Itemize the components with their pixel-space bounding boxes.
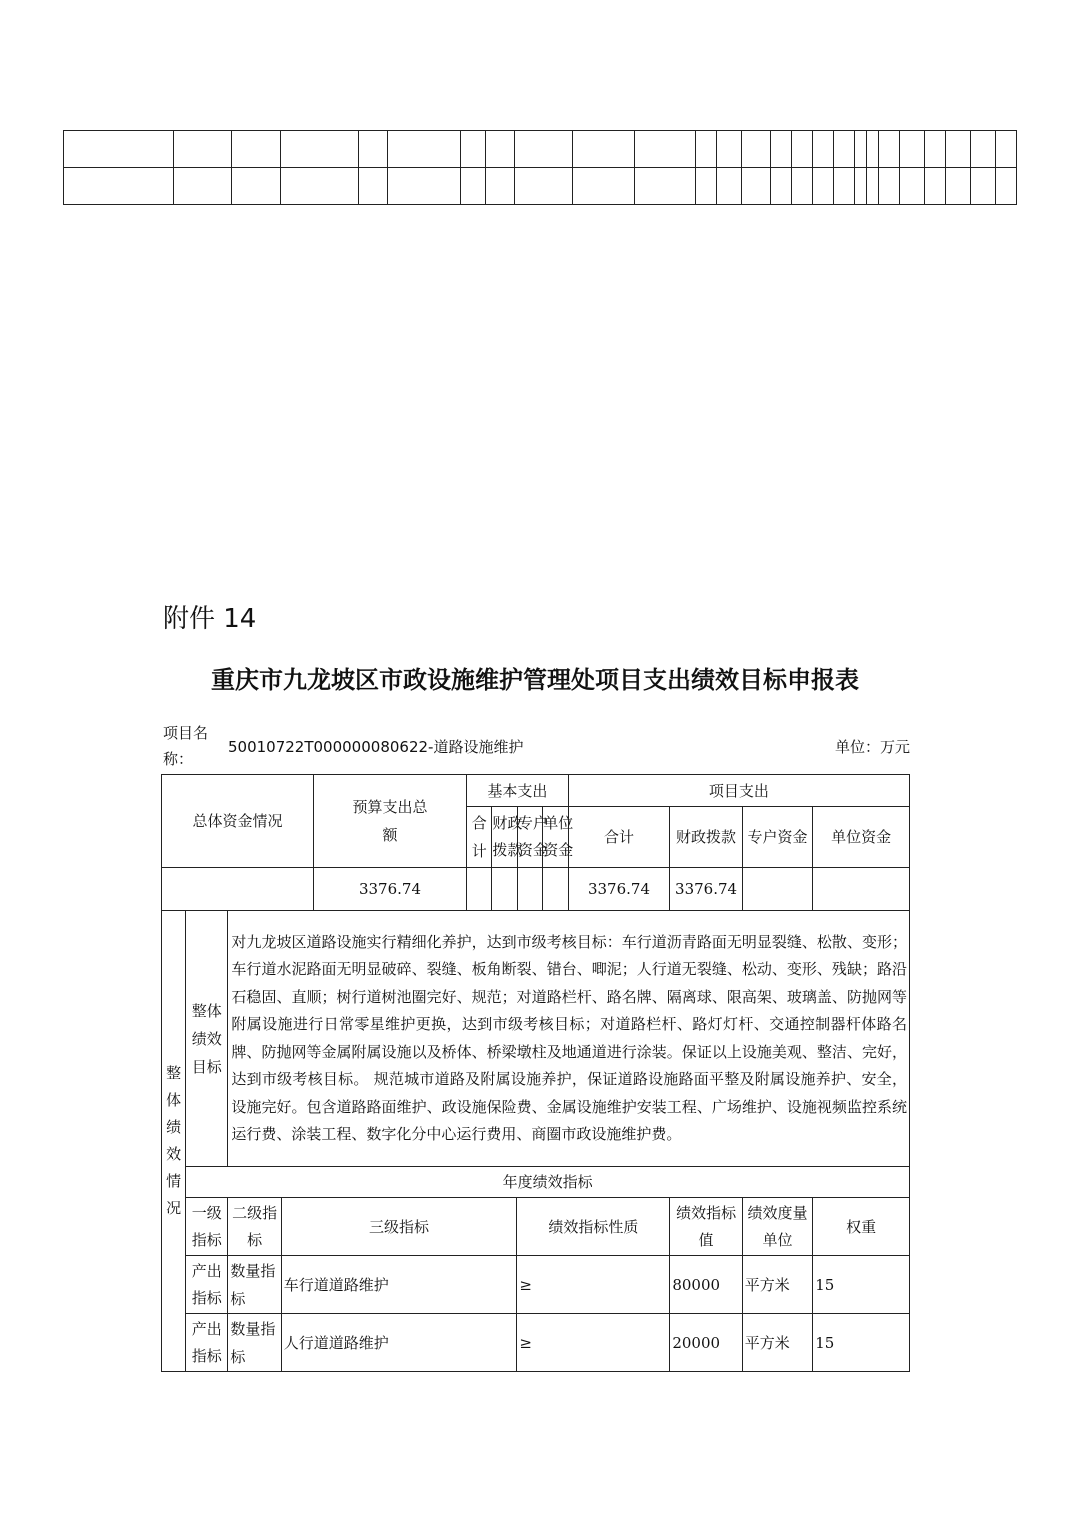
project-unit-header: 单位资金	[813, 807, 910, 868]
funds-section-label: 总体资金情况	[162, 775, 314, 868]
row-level2	[228, 1314, 281, 1372]
goal-text: 对九龙坡区道路设施实行精细化养护，达到市级考核目标：车行道沥青路面无明显裂缝、松散、变形；车行道水泥路面无明显破碎、裂缝、板角断裂、错台、唧泥；人行道无裂缝、松动、变形、残缺；路沿石稳固、直顺；树行道树池圈完好、规范；对道路栏杆、路名牌、隔离球、限高架、玻璃盖、防抛网等附属设施进行日常零星维护更换，达到市级考核目标；对道路栏杆、路灯灯杆、交通控制器杆体路名牌、防抛网等金属附属设施以及桥体、桥梁墩柱及地通道进行涂装。保证以上设施美观、整洁、完好，达到市级考核目标。 规范城市道路及附属设施养护，保证道路设施路面平整及附属设施养护、安全，设施完好。包含道路路面维护、政设施保险费、金属设施维护安装工程、广场维护、设施视频监控系统运行费、涂装工程、数字化分中心运行费用、商圈市政设施维护费。	[228, 911, 910, 1167]
basic-fiscal-header-text: 财政拨款	[492, 814, 523, 859]
performance-table	[161, 774, 910, 1372]
funds-values-blank	[162, 868, 314, 911]
row-level1-text: 产出指标	[191, 1319, 222, 1365]
row-value: 80000	[670, 1256, 742, 1314]
row-weight: 15	[813, 1314, 910, 1372]
level2-header-text: 二级指标	[232, 1203, 278, 1249]
row-level3: 人行道道路维护	[281, 1314, 517, 1372]
project-fiscal-header: 财政拨款	[670, 807, 742, 868]
row-level3: 车行道道路维护	[281, 1256, 517, 1314]
page-title: 重庆市九龙坡区市政设施维护管理处项目支出绩效目标申报表	[211, 666, 859, 694]
basic-special-header	[517, 807, 548, 867]
unit-label: 单位：万元	[834, 738, 910, 756]
basic-special-value	[517, 868, 542, 910]
row-level1-text: 产出指标	[191, 1261, 222, 1307]
row-value: 20000	[670, 1314, 742, 1372]
unit-header-text: 绩效度量单位	[747, 1203, 808, 1249]
unit-header	[742, 1198, 812, 1256]
row-nature: ≥	[517, 1256, 670, 1314]
table-row	[162, 1314, 910, 1372]
basic-fiscal-header	[492, 807, 523, 867]
annual-indicators-label: 年度绩效指标	[186, 1167, 910, 1198]
performance-section-label	[162, 911, 186, 1372]
row-nature: ≥	[517, 1314, 670, 1372]
row-level1	[186, 1256, 228, 1314]
nature-header: 绩效指标性质	[517, 1198, 670, 1256]
goal-label-text: 整体绩效目标	[191, 1001, 222, 1076]
level2-header	[228, 1198, 281, 1256]
level1-header	[186, 1198, 228, 1256]
basic-unit-value	[543, 868, 568, 910]
basic-special-header-text: 专户资金	[517, 814, 548, 859]
basic-values	[466, 868, 568, 911]
basic-unit-header	[543, 807, 574, 867]
project-special-value	[742, 868, 812, 911]
budget-total-header	[313, 775, 466, 868]
project-expense-header: 项目支出	[568, 775, 909, 807]
basic-unit-header-text: 单位资金	[543, 814, 574, 859]
row-weight: 15	[813, 1256, 910, 1314]
budget-total-header-text: 预算支出总额	[352, 798, 428, 844]
row-level1	[186, 1314, 228, 1372]
value-header-text: 绩效指标值	[676, 1203, 737, 1249]
value-header	[670, 1198, 742, 1256]
row-level2	[228, 1256, 281, 1314]
weight-header: 权重	[813, 1198, 910, 1256]
level1-header-text: 一级指标	[191, 1203, 222, 1249]
project-fiscal-value: 3376.74	[670, 868, 742, 911]
level3-header: 三级指标	[281, 1198, 517, 1256]
goal-label	[186, 911, 228, 1167]
project-total-value: 3376.74	[568, 868, 670, 911]
basic-subheaders	[466, 807, 574, 868]
row-level2-text: 数量指标	[230, 1319, 276, 1366]
row-unit: 平方米	[742, 1314, 812, 1372]
basic-expense-header: 基本支出	[466, 775, 568, 807]
project-total-header: 合计	[568, 807, 670, 868]
row-unit: 平方米	[742, 1256, 812, 1314]
budget-total-value: 3376.74	[313, 868, 466, 911]
project-unit-value	[813, 868, 910, 911]
project-name-label: 项目名称：	[163, 724, 209, 768]
attachment-label: 附件 14	[163, 604, 257, 634]
basic-fiscal-value	[492, 868, 517, 910]
table-row	[162, 1256, 910, 1314]
project-name-value: 50010722T000000080622-道路设施维护	[228, 738, 524, 756]
project-special-header: 专户资金	[742, 807, 812, 868]
performance-section-label-text: 整体绩效情况	[166, 1064, 182, 1217]
basic-total-header: 合计	[467, 807, 492, 867]
row-level2-text: 数量指标	[230, 1261, 276, 1308]
top-empty-grid	[63, 130, 977, 204]
basic-total-value	[467, 868, 492, 910]
